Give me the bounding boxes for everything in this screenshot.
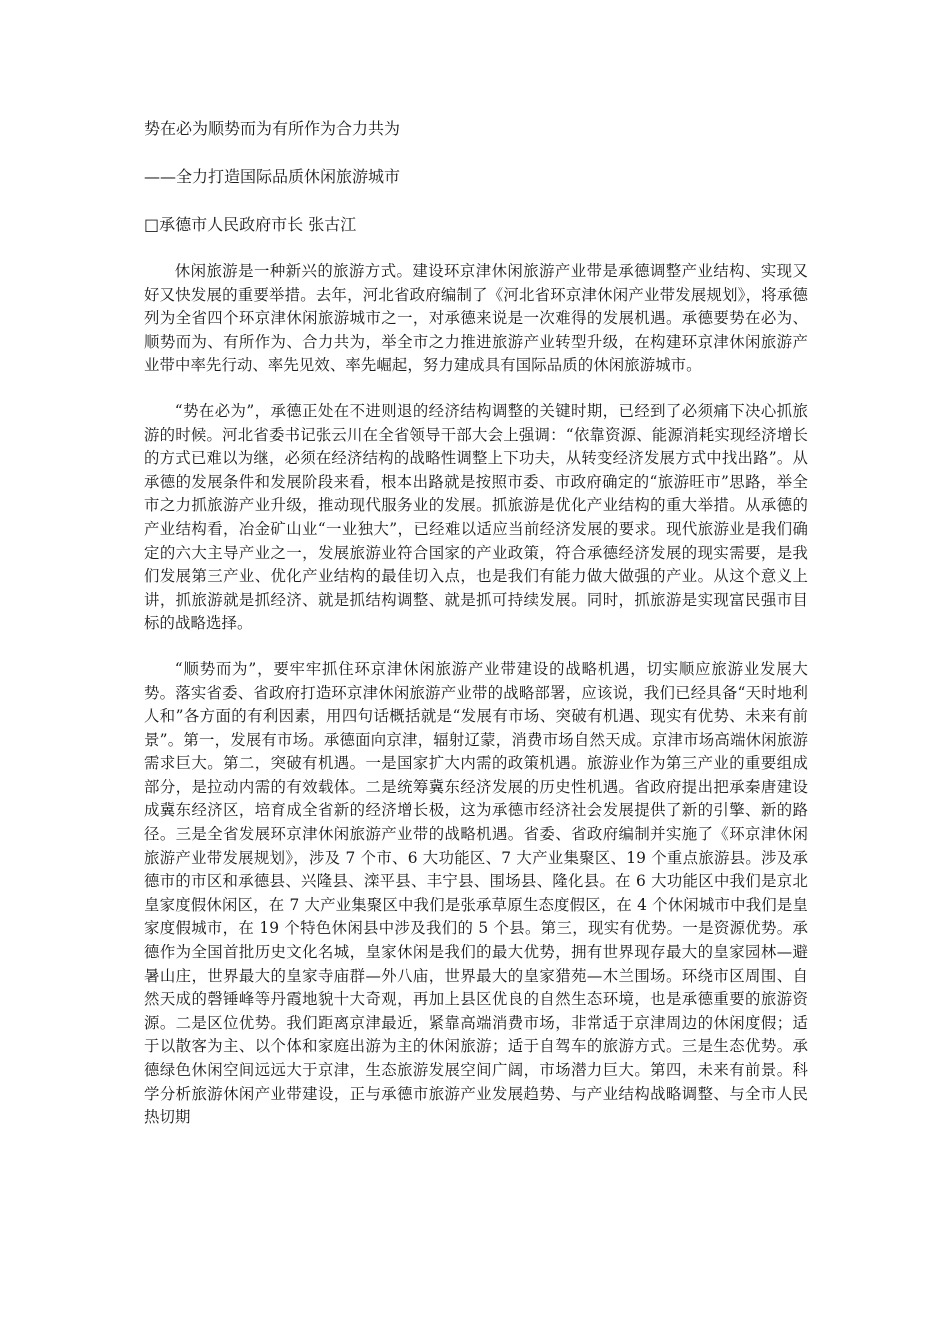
paragraph-shun-shi-er-wei: “顺势而为”，要牢牢抓住环京津休闲旅游产业带建设的战略机遇，切实顺应旅游业发展大势。落实省委、省政府打造环京津休闲旅游产业带的战略部署，应该说，我们已经具备“天时地利人和”各方面的有利因素，用四句话概括就是“发展有市场、突破有机遇、现实有优势、未来有前景”。第一，发展有市场。承德面向京津，辐射辽蒙，消费市场自然天成。京津市场高端休闲旅游需求巨大。第二，突破有机遇。一是国家扩大内需的政策机遇。旅游业作为第三产业的重要组成部分，是拉动内需的有效载体。二是统筹冀东经济发展的历史性机遇。省政府提出把承秦唐建设成冀东经济区，培育成全省新的经济增长极，这为承德市经济社会发展提供了新的引擎、新的路径。三是全省发展环京津休闲旅游产业带的战略机遇。省委、省政府编制并实施了《环京津休闲旅游产业带发展规划》，涉及 7 个市、6 大功能区、7 大产业集聚区、19 个重点旅游县。涉及承德市的市区和承德县、兴隆县、滦平县、丰宁县、围场县、隆化县。在 6 大功能区中我们是京北皇家度假休闲区，在 7 大产业集聚区中我们是张承草原生态度假区，在 4 个休闲城市中我们是皇家度假城市，在 19 个特色休闲县中涉及我们的 5 个县。第三，现实有优势。一是资源优势。承德作为全国首批历史文化名城，皇家休闲是我们的最大优势，拥有世界现存最大的皇家园林—避暑山庄，世界最大的皇家寺庙群—外八庙，世界最大的皇家猎苑—木兰围场。环绕市区周围、自然天成的磬锤峰等丹霞地貌十大奇观，再加上县区优良的自然生态环境，也是承德重要的旅游资源。二是区位优势。我们距离京津最近，紧靠高端消费市场，非常适于京津周边的休闲度假；适于以散客为主、以个体和家庭出游为主的休闲旅游；适于自驾车的旅游方式。三是生态优势。承德绿色休闲空间远远大于京津，生态旅游发展空间广阔，市场潜力巨大。第四，未来有前景。科学分析旅游休闲产业带建设，正与承德市旅游产业发展趋势、与产业结构战略调整、与全市人民热切期 <box>144 659 808 1127</box>
paragraph-shi-zai-bi-wei: “势在必为”，承德正处在不进则退的经济结构调整的关键时期，已经到了必须痛下决心抓旅游的时候。河北省委书记张云川在全省领导干部大会上强调：“依靠资源、能源消耗实现经济增长的方式已难以为继，必须在经济结构的战略性调整上下功夫，从转变经济发展方式中找出路”。从承德的发展条件和发展阶段来看，根本出路就是按照市委、市政府确定的“旅游旺市”思路，举全市之力抓旅游产业升级，推动现代服务业的发展。抓旅游是优化产业结构的重大举措。从承德的产业结构看，冶金矿山业“一业独大”，已经难以适应当前经济发展的要求。现代旅游业是我们确定的六大主导产业之一，发展旅游业符合国家的产业政策，符合承德经济发展的现实需要，是我们发展第三产业、优化产业结构的最佳切入点，也是我们有能力做大做强的产业。从这个意义上讲，抓旅游就是抓经济、就是抓结构调整、就是抓可持续发展。同时，抓旅游是实现富民强市目标的战略选择。 <box>144 401 808 633</box>
paragraph-intro: 休闲旅游是一种新兴的旅游方式。建设环京津休闲旅游产业带是承德调整产业结构、实现又好又快发展的重要举措。去年，河北省政府编制了《河北省环京津休闲产业带发展规划》，将承德列为全省四个环京津休闲旅游城市之一，对承德来说是一次难得的发展机遇。承德要势在必为、顺势而为、有所作为、合力共为，举全市之力推进旅游产业转型升级，在构建环京津休闲旅游产业带中率先行动、率先见效、率先崛起，努力建成具有国际品质的休闲旅游城市。 <box>144 262 808 375</box>
document-title: 势在必为顺势而为有所作为合力共为 <box>144 119 401 138</box>
author-line: □承德市人民政府市长 张古江 <box>144 215 357 234</box>
document-subtitle: ——全力打造国际品质休闲旅游城市 <box>144 167 401 186</box>
document-body <box>144 260 808 1152</box>
